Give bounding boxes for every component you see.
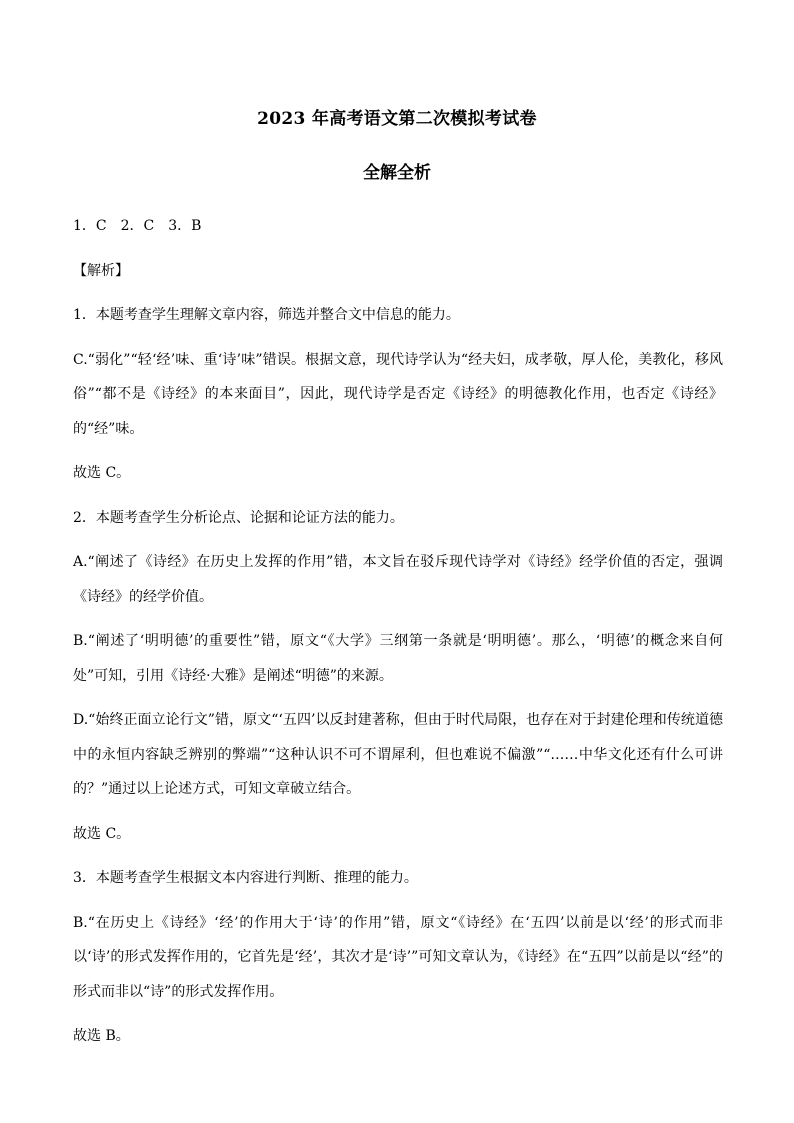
answer-key: 1．C 2．C 3．B	[73, 218, 202, 234]
analysis-heading: 【解析】	[73, 262, 129, 279]
q2-option-d: D.“始终正面立论行文”错，原文“‘五四’以反封建著称，但由于时代局限，也存在对于封建伦理和传统道德中的永恒内容缺乏辨别的弊端”“这种认识不可不谓犀利，但也难说不偏激”“……中华文化还有什么可讲的？”通过以上论述方式，可知文章破立结合。	[73, 712, 723, 797]
document-body	[73, 209, 723, 1064]
q3-conclusion: 故选 B。	[73, 1028, 130, 1044]
document-title: 2023 年高考语文第二次模拟考试卷	[257, 109, 537, 129]
q2-conclusion: 故选 C。	[73, 825, 131, 842]
document-subtitle: 全解全析	[363, 163, 431, 183]
q1-conclusion: 故选 C。	[73, 465, 131, 481]
q1-option-c: C.“弱化”“轻‘经’味、重‘诗’味”错误。根据文意，现代诗学认为“经夫妇，成孝敬，厚人伦，美教化，移风俗”“都不是《诗经》的本来面目”，因此，现代诗学是否定《诗经》的明德教化作用，也否定《诗经》的“经”味。	[73, 351, 723, 437]
q2-option-b: B.“阐述了‘明明德’的重要性”错，原文“《大学》三纲第一条就是‘明明德’。那么，‘明德’的概念来自何处”可知，引用《诗经·大雅》是阐述“明德”的来源。	[73, 633, 723, 684]
q1-intro: 1．本题考查学生理解文章内容，筛选并整合文中信息的能力。	[73, 307, 460, 323]
q3-intro: 3．本题考查学生根据文本内容进行判断、推理的能力。	[73, 870, 418, 886]
q3-option-b: B.“在历史上《诗经》‘经’的作用大于‘诗’的作用”错，原文“《诗经》在‘五四’以前是以‘经’的形式而非以‘诗’的形式发挥作用的，它首先是‘经’，其次才是‘诗’”可知文章认为，《诗经》在“五四”以前是以“经”的形式而非以“诗”的形式发挥作用。	[73, 914, 723, 1000]
q2-intro: 2．本题考查学生分析论点、论据和论证方法的能力。	[73, 509, 404, 526]
q2-option-a: A.“阐述了《诗经》在历史上发挥的作用”错，本文旨在驳斥现代诗学对《诗经》经学价值的否定，强调《诗经》的经学价值。	[73, 554, 723, 605]
